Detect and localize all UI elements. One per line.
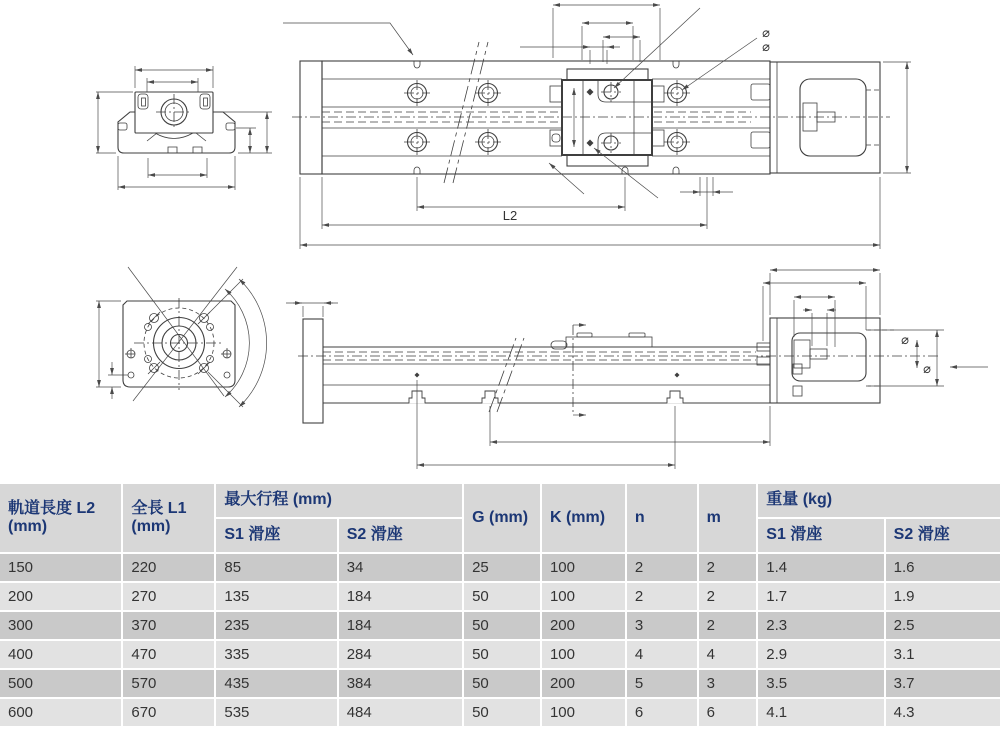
table-cell: 150	[0, 554, 121, 581]
table-cell: 1.4	[758, 554, 883, 581]
table-cell: 6	[699, 699, 757, 726]
view-side	[286, 270, 988, 469]
table-cell: 1.7	[758, 583, 883, 610]
table-cell: 184	[339, 612, 462, 639]
table-cell: 284	[339, 641, 462, 668]
carriage-plan	[550, 69, 664, 166]
col-header-stroke-s1: S1 滑座	[216, 519, 336, 552]
diameter-symbol: ⌀	[923, 361, 931, 376]
table-cell: 4.3	[886, 699, 1000, 726]
table-cell: 335	[216, 641, 336, 668]
col-header-weight-s2: S2 滑座	[886, 519, 1000, 552]
table-row	[0, 641, 1000, 668]
table-cell: 50	[464, 583, 540, 610]
table-cell: 3.1	[886, 641, 1000, 668]
table-cell: 50	[464, 641, 540, 668]
table-cell: 600	[0, 699, 121, 726]
col-header-weight: 重量 (kg)	[758, 484, 1000, 517]
table-row	[0, 583, 1000, 610]
table-cell: 4.1	[758, 699, 883, 726]
table-row	[0, 612, 1000, 639]
table-cell: 3	[699, 670, 757, 697]
table-cell: 3.5	[758, 670, 883, 697]
table-cell: 1.6	[886, 554, 1000, 581]
spec-table-body	[0, 554, 1000, 726]
table-cell: 384	[339, 670, 462, 697]
rail-mounting-holes	[404, 80, 690, 155]
col-header-m: m	[699, 484, 757, 552]
col-header-unit: (mm)	[131, 518, 171, 535]
table-cell: 3	[627, 612, 697, 639]
col-header-title: 全長 L1	[131, 499, 187, 517]
table-cell: 2	[627, 554, 697, 581]
col-header-stroke-s2: S2 滑座	[339, 519, 462, 552]
table-cell: 1.9	[886, 583, 1000, 610]
diameter-symbol: ⌀	[762, 25, 770, 40]
table-cell: 184	[339, 583, 462, 610]
col-header-unit: (mm)	[8, 518, 48, 535]
l2-dimension-label: L2	[502, 208, 518, 223]
table-cell: 34	[339, 554, 462, 581]
col-header-weight-s1: S1 滑座	[758, 519, 883, 552]
table-cell: 370	[123, 612, 214, 639]
table-cell: 2	[627, 583, 697, 610]
table-cell: 4	[627, 641, 697, 668]
view-flange-end	[96, 267, 267, 407]
diameter-symbol: ⌀	[762, 39, 770, 54]
table-cell: 300	[0, 612, 121, 639]
table-cell: 2.3	[758, 612, 883, 639]
carriage-side	[551, 333, 652, 349]
col-header-total-length	[123, 484, 214, 552]
col-header-title: 軌道長度 L2	[8, 499, 96, 517]
table-cell: 2.5	[886, 612, 1000, 639]
table-cell: 270	[123, 583, 214, 610]
table-cell: 135	[216, 583, 336, 610]
col-header-rail-length	[0, 484, 121, 552]
table-cell: 200	[542, 612, 625, 639]
view-carriage-end	[96, 66, 272, 190]
view-plan	[283, 5, 911, 249]
motor-block-side	[770, 318, 894, 403]
table-cell: 200	[0, 583, 121, 610]
table-cell: 100	[542, 554, 625, 581]
table-cell: 570	[123, 670, 214, 697]
table-cell: 500	[0, 670, 121, 697]
table-cell: 100	[542, 641, 625, 668]
diameter-symbol: ⌀	[901, 332, 909, 347]
table-row	[0, 670, 1000, 697]
table-row	[0, 554, 1000, 581]
table-cell: 5	[627, 670, 697, 697]
col-header-g: G (mm)	[464, 484, 540, 552]
table-cell: 670	[123, 699, 214, 726]
table-cell: 470	[123, 641, 214, 668]
table-cell: 50	[464, 699, 540, 726]
table-cell: 6	[627, 699, 697, 726]
table-cell: 435	[216, 670, 336, 697]
table-cell: 50	[464, 612, 540, 639]
table-cell: 25	[464, 554, 540, 581]
table-cell: 400	[0, 641, 121, 668]
table-cell: 220	[123, 554, 214, 581]
table-cell: 200	[542, 670, 625, 697]
col-header-max-stroke: 最大行程 (mm)	[216, 484, 462, 517]
spec-table-header	[0, 484, 1000, 552]
table-cell: 50	[464, 670, 540, 697]
table-cell: 535	[216, 699, 336, 726]
table-row	[0, 699, 1000, 726]
table-cell: 4	[699, 641, 757, 668]
table-cell: 3.7	[886, 670, 1000, 697]
table-cell: 2	[699, 612, 757, 639]
motor-block-plan	[751, 62, 880, 173]
col-header-n: n	[627, 484, 697, 552]
table-cell: 100	[542, 699, 625, 726]
table-cell: 85	[216, 554, 336, 581]
table-cell: 235	[216, 612, 336, 639]
table-cell: 2.9	[758, 641, 883, 668]
spec-table	[0, 482, 1000, 728]
table-cell: 2	[699, 583, 757, 610]
table-cell: 484	[339, 699, 462, 726]
table-cell: 100	[542, 583, 625, 610]
table-cell: 2	[699, 554, 757, 581]
col-header-k: K (mm)	[542, 484, 625, 552]
